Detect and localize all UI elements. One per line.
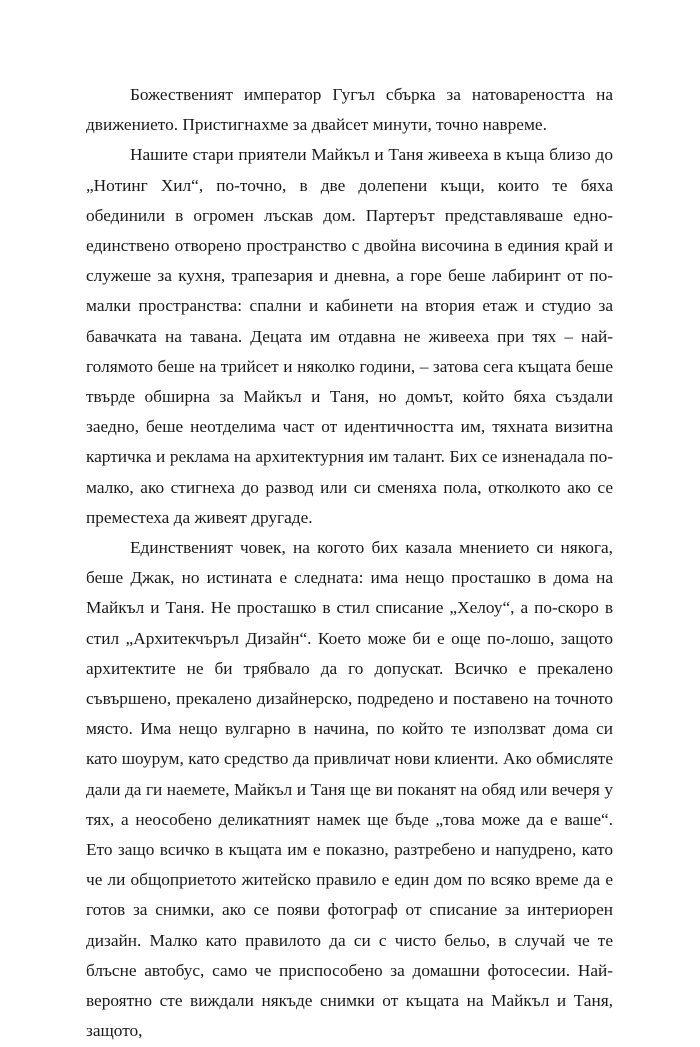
paragraph-house-opinion: Единственият човек, на когото бих казала мнението си някога, беше Джак, но истината е следната: има нещо просташко в дома на Майкъл и Таня. Не просташко в стил списание „Хелоу“, а по-скоро в стил „Архитекчъръл Дизайн“. Което може би е още по-лошо, защото архитектите не би трябвало да го допускат. Всичко е прекалено съвършено, прекалено дизайнерско, подредено и поставено на точното място. Има нещо вулгарно в начина, по който те използват дома си като шоурум, като средство да привличат нови клиенти. Ако обмисляте дали да ги наемете, Майкъл и Таня ще ви поканят на обяд или вечеря у тях, а неособено деликатният намек ще бъде „това може да е ваше“. Ето защо всичко в къщата им е показно, разтребено и напудрено, като че ли общоприетото житейско правило е един дом по всяко време да е готов за снимки, ако се появи фотограф от списание за интериорен дизайн. Малко като правилото да си с чисто бельо, в случай че те блъсне автобус, само че приспособено за домашни фотосесии. Най-вероятно сте виждали някъде снимки от къщата на Майкъл и Таня, защото, — [86, 538, 613, 1041]
paragraph-house-description: Нашите стари приятели Майкъл и Таня живееха в къща близо до „Нотинг Хил“, по-точно, в две долепени къщи, които те бяха обединили в огромен лъскав дом. Партерът представляваше едно-единствено отворено пространство с двойна височина в единия край и служеше за кухня, трапезария и дневна, а горе беше лабиринт от по-малки пространства: спални и кабинети на втория етаж и студио за бавачката на тавана. Децата им отдавна не живееха при тях – най-голямото беше на трийсет и няколко години, – затова сега къщата беше твърде обширна за Майкъл и Таня, но домът, който бяха създали заедно, беше неотделима част от идентичността им, тяхната визитна картичка и реклама на архитектурния им талант. Бих се изненадала по-малко, ако стигнеха до развод или си сменяха пола, отколкото ако се преместеха да живеят другаде. — [86, 145, 613, 527]
paragraph-arrival: Божественият император Гугъл сбърка за натовареността на движението. Пристигнахме за двайсет минути, точно навреме. — [86, 85, 613, 135]
body-text — [86, 80, 613, 1047]
